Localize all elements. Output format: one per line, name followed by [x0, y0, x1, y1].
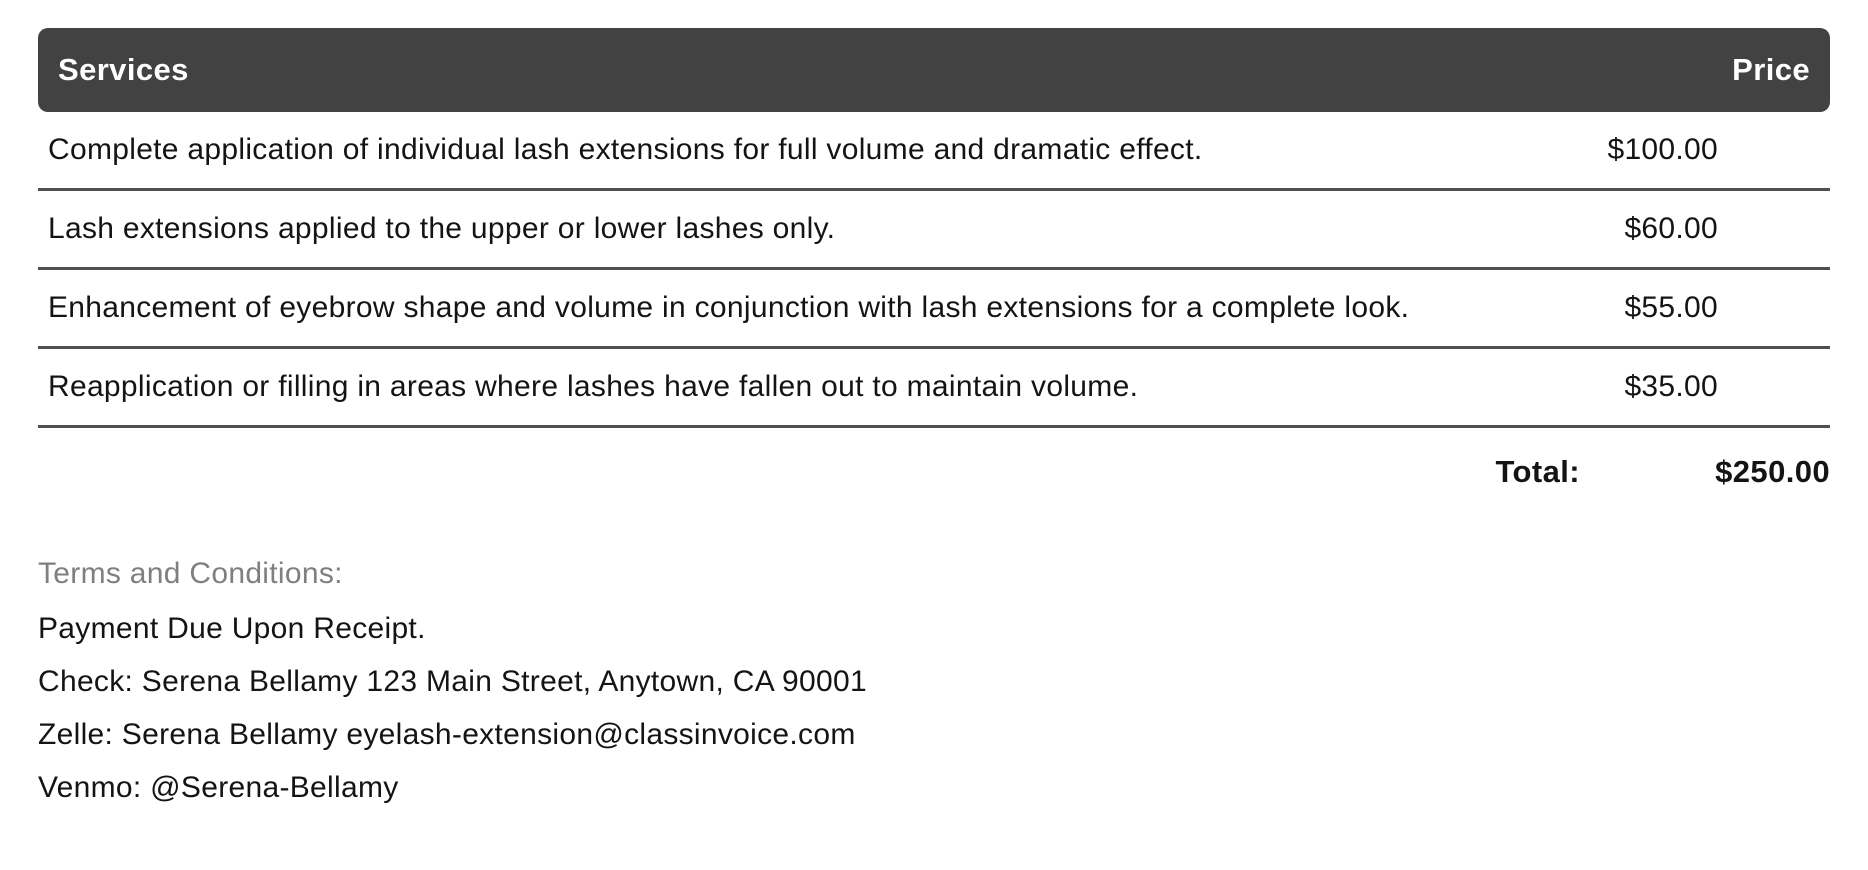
service-row — [38, 112, 1830, 191]
terms-line-venmo: Venmo: @Serena-Bellamy — [38, 771, 399, 805]
service-description: Complete application of individual lash extensions for full volume and dramatic effect. — [48, 133, 1203, 166]
service-description: Reapplication or filling in areas where lashes have fallen out to maintain volume. — [48, 369, 1139, 403]
service-description: Lash extensions applied to the upper or lower lashes only. — [48, 211, 836, 245]
service-row — [38, 191, 1830, 270]
service-description: Enhancement of eyebrow shape and volume in conjunction with lash extensions for a complete look. — [48, 290, 1410, 324]
service-row — [38, 270, 1830, 349]
service-price: $35.00 — [1624, 369, 1718, 403]
price-column-header: Price — [1732, 52, 1810, 87]
service-row — [38, 349, 1830, 428]
services-price-table — [38, 28, 1830, 490]
terms-line-check: Check: Serena Bellamy 123 Main Street, Anytown, CA 90001 — [38, 665, 867, 699]
services-column-header: Services — [58, 52, 189, 87]
terms-line-zelle: Zelle: Serena Bellamy eyelash-extension@classinvoice.com — [38, 718, 856, 752]
total-value: $250.00 — [1715, 453, 1830, 489]
total-label: Total: — [1495, 453, 1580, 489]
service-price: $60.00 — [1624, 211, 1718, 245]
service-price: $100.00 — [1607, 133, 1718, 166]
terms-heading: Terms and Conditions: — [38, 556, 343, 590]
terms-section — [38, 554, 1830, 808]
service-price: $55.00 — [1624, 290, 1718, 324]
terms-line-payment: Payment Due Upon Receipt. — [38, 612, 426, 646]
total-row — [38, 428, 1830, 490]
table-header-row — [38, 28, 1830, 112]
